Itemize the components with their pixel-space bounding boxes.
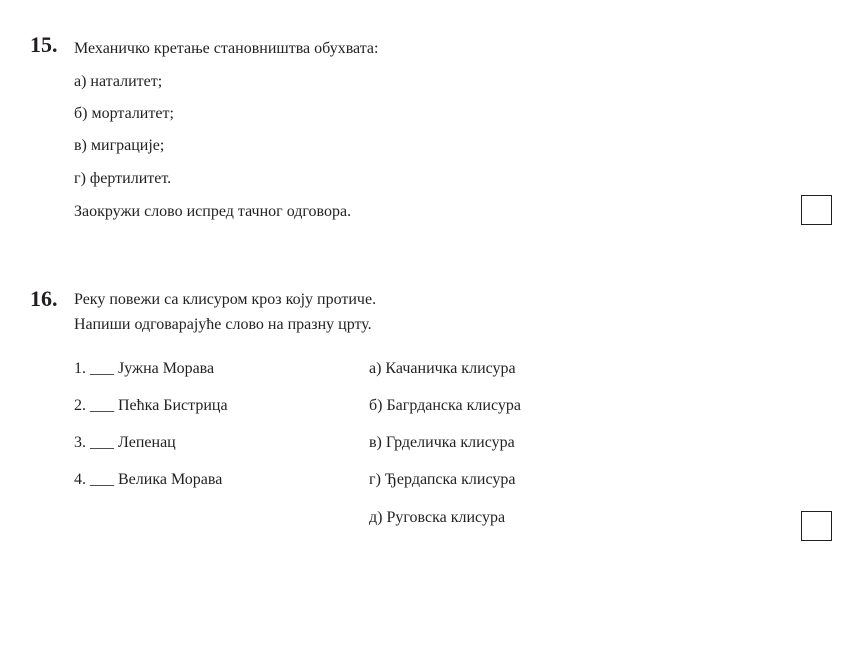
- gorge-item: г) Ђердапска клисура: [369, 471, 516, 488]
- question-15-instruction: Заокружи слово испред тачног одговора.: [74, 203, 352, 220]
- gorge-item: а) Качаничка клисура: [369, 360, 516, 377]
- option-b: б) морталитет;: [74, 105, 174, 122]
- gorge-item: в) Грделичка клисура: [369, 434, 515, 451]
- question-15-number: 15.: [30, 32, 58, 57]
- river-item[interactable]: 1. ___ Јужна Морава: [74, 360, 215, 377]
- score-box-16[interactable]: [801, 511, 832, 541]
- question-15-prompt: Механичко кретање становништва обухвата:: [74, 40, 379, 57]
- river-item[interactable]: 2. ___ Пећка Бистрица: [74, 397, 228, 414]
- river-item[interactable]: 4. ___ Велика Морава: [74, 471, 223, 488]
- gorge-item: б) Багрданска клисура: [369, 397, 521, 414]
- river-item[interactable]: 3. ___ Лепенац: [74, 434, 176, 451]
- score-box-15[interactable]: [801, 195, 832, 225]
- option-a: а) наталитет;: [74, 73, 163, 90]
- question-16-number: 16.: [30, 286, 58, 311]
- question-16-prompt-line1: Реку повежи са клисуром кроз коју протиче.: [74, 291, 377, 308]
- option-v: в) миграције;: [74, 137, 165, 154]
- gorge-item: д) Руговска клисура: [369, 509, 506, 526]
- option-g: г) фертилитет.: [74, 170, 172, 187]
- question-16-prompt-line2: Напиши одговарајуће слово на празну црту.: [74, 316, 372, 333]
